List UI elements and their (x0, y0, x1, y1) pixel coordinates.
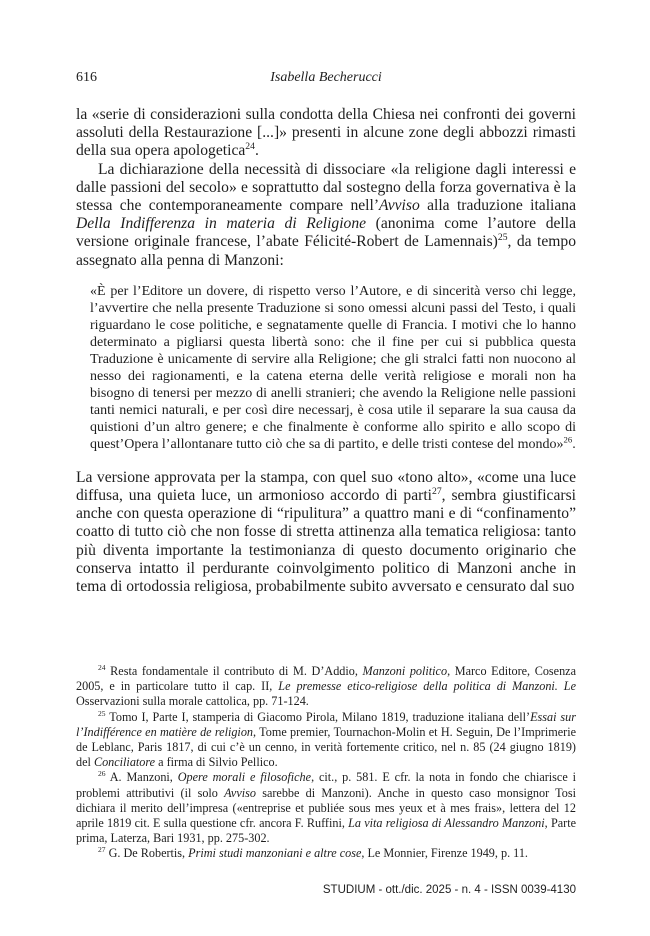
paragraph-2: La dichiarazione della necessità di dissociare «la religione dagli interessi e dalle passioni del secolo» e soprattutto dal sostegno della forza governativa è la stessa che contemporaneamente compare nell’Avviso alla traduzione italiana Della Indifferenza in materia di Religione (anonima come l’autore della versione originale francese, l’abate Félicité-Robert de Lamennais)$^{25}$, da tempo assegnato alla penna di Manzoni: (76, 160, 577, 269)
paragraph-1: la «serie di considerazioni sulla condotta della Chiesa nei confronti dei governi assoluti della Restaurazione [...]» presenti in alcune zone degli abbozzi rimasti della sua opera apologetica$^{24}$. (76, 106, 576, 160)
paragraph-3: La versione approvata per la stampa, con quel suo «tono alto», «come una luce diffusa, una quieta luce, un armonioso accordo di parti$^{27}$, sembra giustificarsi anche con questa operazione di “ripulitura” a quattro mani e di “confinamento” coatto di tutto ciò che non fosse di stretta attinenza alla tematica religiosa: tanto più diventa importante la testimonianza di questo documento originario che conserva intatto il perdurante coinvolgimento politico di Manzoni anche in tema di ortodossia religiosa, probabilmente subito avversato e censurato dal suo (76, 468, 576, 596)
footnote-ref-27: 27 (432, 485, 442, 497)
block-quote: «È per l’Editore un dovere, di rispetto verso l’Autore, e di sincerità verso chi legge, l’avvertire che nella presente Traduzione si sono omessi alcuni passi del Testo, i quali riguardano le cose politiche, e segnatamente quelle di Francia. I motivi che lo hanno determinato a pigliarsi questa libertà sono: che il fine per cui si pubblica questa Traduzione è unicamente di servire alla Religione; che gli stralci fatti non nuocono al nesso dei ragionamenti, e la catena eterna delle verità religiose e morali non ha bisogno di tenersi per mezzo di anelli stranieri; che avendo la Religione nelle passioni tanti nemici naturali, e per così dire necessarj, è cosa utile il separare la sua causa da quistioni d’un altro genere; e che finalmente è conforme allo spirito e allo scopo di quest’Opera l’allontanare tutto ciò che sa di partito, e delle tristi contese del mondo»$^{26}$. (90, 283, 576, 452)
footnote-ref-26: 26 (563, 434, 573, 445)
footnote-ref-25: 25 (497, 232, 508, 244)
footnotes (76, 664, 576, 862)
footnote-26: $^{26}$ A. Manzoni, Opere morali e filosofiche, cit., p. 581. E cfr. la nota in fondo che chiarisce i problemi attributivi (il solo Avviso sarebbe di Manzoni). Anche in questo caso monsignor Tosi dichiara il merito dell’impresa («entreprise et publiée sous mes yeux et à mes frais», lettera del 12 aprile 1819 cit. E sulla questione cfr. ancora F. Ruffini, La vita religiosa di Alessandro Manzoni, Parte prima, Laterza, Bari 1931, pp. 275-302. (76, 769, 577, 846)
page-number: 616 (76, 70, 97, 85)
footnote-24: $^{24}$ Resta fondamentale il contributo di M. D’Addio, Manzoni politico, Marco Editore, Cosenza 2005, e in particolare tutto il cap. II, Le premesse etico-religiose della politica di Manzoni. Le Osservazioni sulla morale cattolica, pp. 71-124. (76, 662, 576, 709)
footnote-ref-24: 24 (245, 141, 255, 153)
running-head-author: Isabella Becherucci (270, 70, 382, 85)
footnote-25: $^{25}$ Tomo I, Parte I, stamperia di Giacomo Pirola, Milano 1819, traduzione italiana dell’Essai sur l’Indifférence en matière de religion, Tome premier, Tournachon-Molin et H. Seguin, De l’Imprimerie de Leblanc, Paris 1817, di cui c’è un cenno, in verità fortemente critico, nel n. 85 (24 giugno 1819) del Conciliatore a firma di Silvio Pellico. (76, 708, 576, 770)
running-header (76, 70, 576, 90)
main-text (76, 106, 576, 596)
footnote-27: $^{27}$ G. De Robertis, Primi studi manzoniani e altre cose, Le Monnier, Firenze 1949, p. 11. (98, 845, 528, 861)
journal-footer: STUDIUM - ott./dic. 2025 - n. 4 - ISSN 0039-4130 (322, 884, 576, 896)
